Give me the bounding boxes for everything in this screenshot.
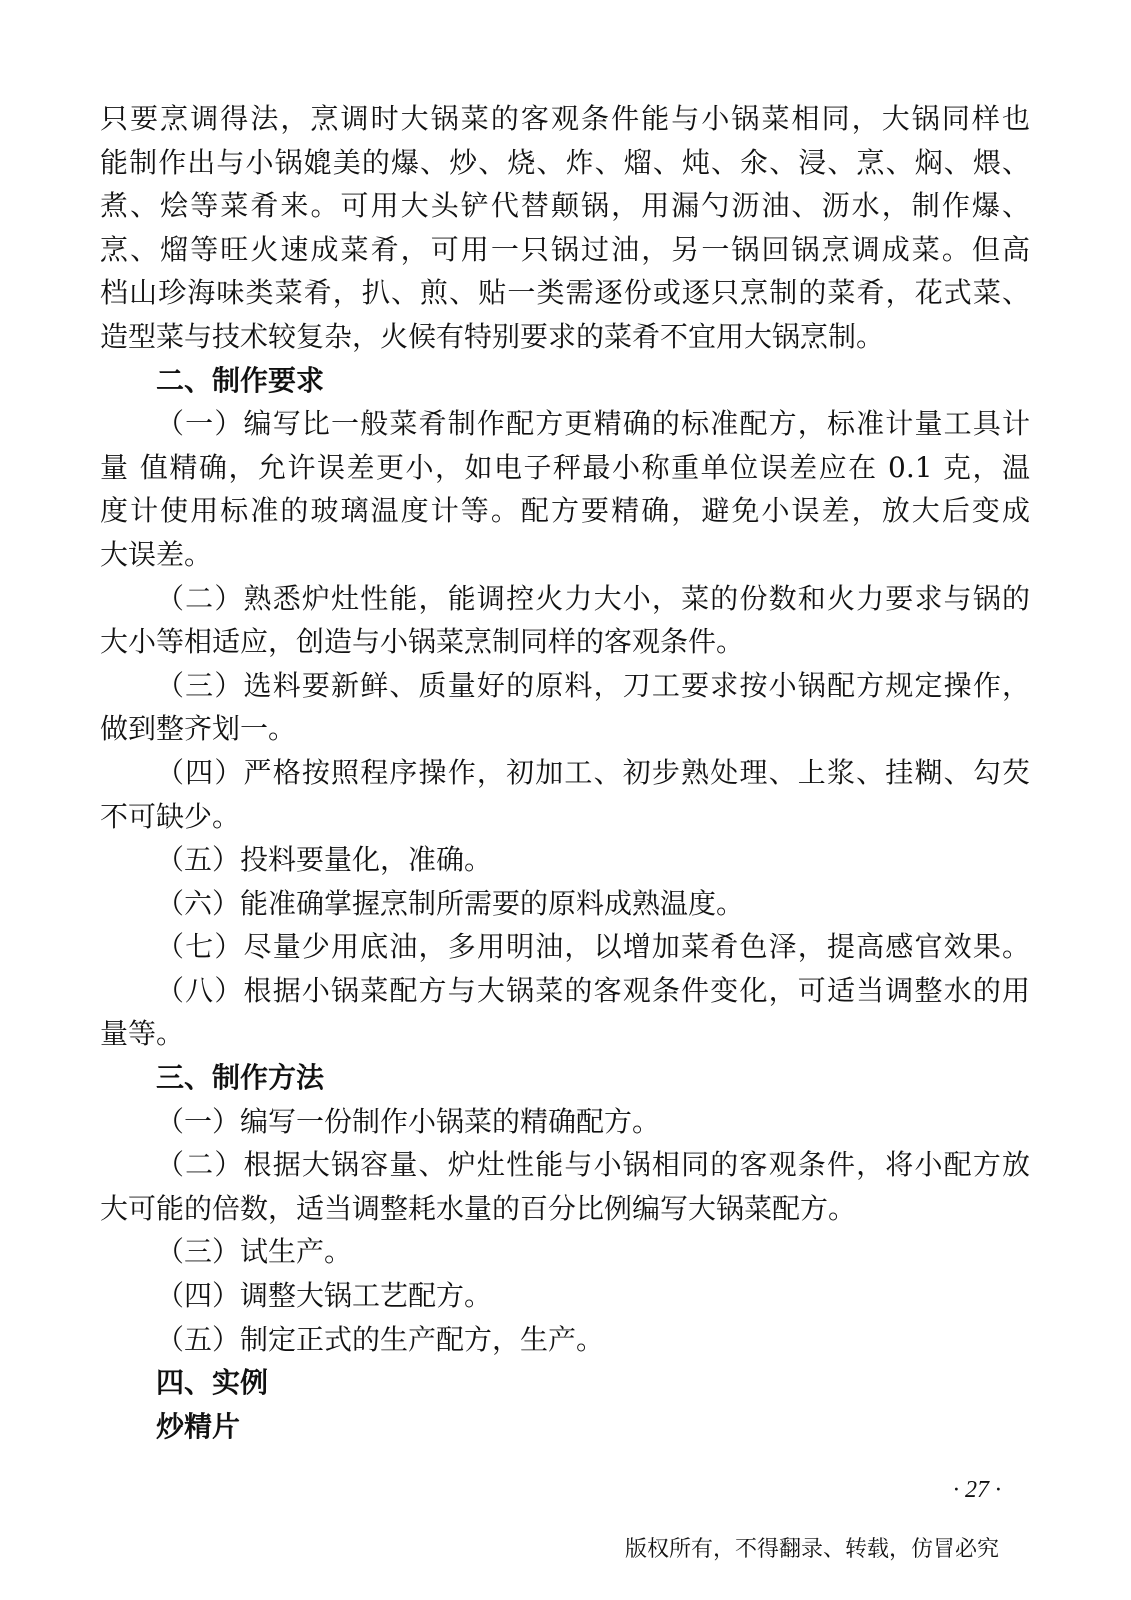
text-line: 能制作出与小锅媲美的爆、炒、烧、炸、熘、炖、氽、浸、烹、焖、煨、 (100, 145, 1030, 179)
text-line: （三）试生产。 (156, 1235, 353, 1269)
text-line: （四）严格按照程序操作，初加工、初步熟处理、上浆、挂糊、勾芡 (156, 755, 1030, 789)
text-line: 量等。 (100, 1017, 185, 1051)
text-line: 大可能的倍数，适当调整耗水量的百分比例编写大锅菜配方。 (100, 1191, 857, 1225)
text-line: 档山珍海味类菜肴，扒、煎、贴一类需逐份或逐只烹制的菜肴，花式菜、 (100, 276, 1030, 310)
text-line: 造型菜与技术较复杂，火候有特别要求的菜肴不宜用大锅烹制。 (100, 319, 885, 353)
text-line: 只要烹调得法，烹调时大锅菜的客观条件能与小锅菜相同，大锅同样也 (100, 102, 1030, 135)
text-line: （四）调整大锅工艺配方。 (156, 1279, 493, 1313)
text-line: （五）投料要量化，准确。 (156, 843, 493, 877)
section-heading: 二、制作要求 (156, 363, 325, 397)
text-line: （一）编写一份制作小锅菜的精确配方。 (156, 1104, 661, 1138)
text-line: （二）熟悉炉灶性能，能调控火力大小，菜的份数和火力要求与锅的 (156, 581, 1030, 615)
text-line: 煮、烩等菜肴来。可用大头铲代替颠锅，用漏勺沥油、沥水，制作爆、 (100, 189, 1030, 223)
text-line: 量 值精确，允许误差更小，如电子秤最小称重单位误差应在 0.1 克，温 (100, 450, 1030, 484)
text-line: （五）制定正式的生产配方，生产。 (156, 1322, 605, 1356)
text-line: （一）编写比一般菜肴制作配方更精确的标准配方，标准计量工具计 (156, 407, 1030, 441)
text-line: 不可缺少。 (100, 799, 241, 833)
text-line: 做到整齐划一。 (100, 712, 297, 746)
text-line: 大误差。 (100, 537, 213, 571)
document-body (100, 97, 1030, 1448)
section-heading: 四、实例 (156, 1366, 269, 1400)
text-line: （七）尽量少用底油，多用明油，以增加菜肴色泽，提高感官效果。 (156, 930, 1030, 964)
text-line: （六）能准确掌握烹制所需要的原料成熟温度。 (156, 886, 745, 920)
text-line: （八）根据小锅菜配方与大锅菜的客观条件变化，可适当调整水的用 (156, 973, 1030, 1007)
section-heading: 三、制作方法 (156, 1061, 325, 1095)
text-line: 烹、熘等旺火速成菜肴，可用一只锅过油，另一锅回锅烹调成菜。但高 (100, 232, 1030, 266)
text-line: 大小等相适应，创造与小锅菜烹制同样的客观条件。 (100, 625, 745, 659)
section-heading: 炒精片 (156, 1409, 241, 1443)
text-line: （三）选料要新鲜、质量好的原料，刀工要求按小锅配方规定操作， (156, 668, 1030, 702)
copyright-footer: 版权所有，不得翻录、转载，仿冒必究 (624, 1537, 999, 1562)
text-line: 度计使用标准的玻璃温度计等。配方要精确，避免小误差，放大后变成 (100, 494, 1030, 528)
page-number: · 27 · (953, 1477, 1001, 1503)
text-line: （二）根据大锅容量、炉灶性能与小锅相同的客观条件，将小配方放 (156, 1148, 1030, 1182)
